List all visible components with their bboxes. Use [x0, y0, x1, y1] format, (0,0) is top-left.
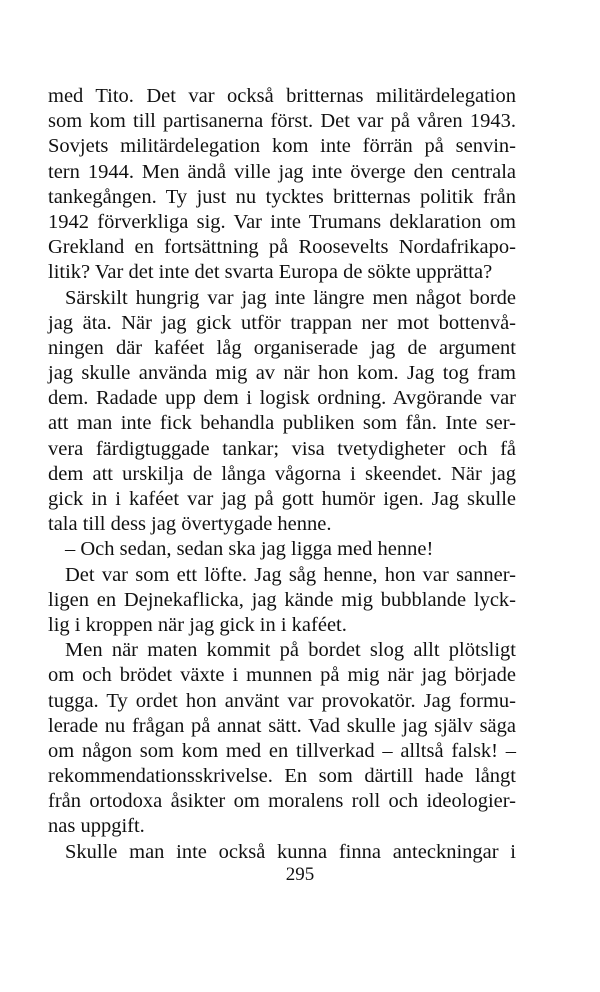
text-line: från ortodoxa åsikter om moralens roll och ideologier- [48, 790, 516, 813]
text-line: om och brödet växte i munnen på mig när jag började [48, 664, 516, 687]
text-line: 1942 förverkliga sig. Var inte Trumans deklaration om [48, 210, 516, 233]
text-line: Särskilt hungrig var jag inte längre men något borde [65, 286, 516, 309]
text-line: ligen en Dejnekaflicka, jag kände mig bubblande lyck- [48, 588, 516, 611]
text-line: – Och sedan, sedan ska jag ligga med henne! [65, 538, 434, 561]
text-line: Sovjets militärdelegation kom inte förrän på senvin- [48, 135, 516, 158]
text-line: tankegången. Ty just nu tycktes britternas politik från [48, 185, 516, 208]
body-text [48, 84, 516, 865]
text-line: lig i kroppen när jag gick in i kaféet. [48, 613, 347, 636]
text-line: dem att urskilja de långa vågorna i skeendet. När jag [48, 462, 516, 485]
text-line: Men när maten kommit på bordet slog allt plötsligt [65, 639, 516, 662]
text-line: gick in i kaféet var jag på gott humör igen. Jag skulle [48, 488, 516, 510]
text-line: jag skulle använda mig av när hon kom. Jag tog fram [48, 362, 516, 385]
text-line: dem. Radade upp dem i logisk ordning. Avgörande var [48, 387, 516, 410]
text-line: ningen där kaféet låg organiserade jag de argument [48, 336, 516, 359]
text-line: tern 1944. Men ändå ville jag inte överge den centrala [48, 160, 516, 183]
text-line: tugga. Ty ordet hon använt var provokatör. Jag formu- [48, 689, 516, 712]
text-line: litik? Var det inte det svarta Europa de sökte upprätta? [48, 261, 493, 284]
text-line: vera färdigtuggade tankar; visa tvetydigheter och få [48, 437, 516, 460]
text-line: lerade nu frågan på annat sätt. Vad skulle jag själv säga [48, 714, 516, 737]
text-line: att man inte fick behandla publiken som fån. Inte ser- [48, 412, 516, 435]
text-line: som kom till partisanerna först. Det var på våren 1943. [48, 110, 516, 133]
page-number: 295 [285, 864, 315, 885]
text-line: om någon som kom med en tillverkad – alltså falsk! – [48, 739, 516, 762]
text-line: nas uppgift. [48, 815, 145, 838]
text-line: jag äta. När jag gick utför trappan ner mot bottenvå- [48, 311, 516, 334]
text-line: Skulle man inte också kunna finna anteckningar i [65, 840, 516, 863]
text-line: Det var som ett löfte. Jag såg henne, hon var sanner- [65, 563, 516, 586]
text-line: Grekland en fortsättning på Roosevelts Nordafrikapo- [48, 236, 516, 259]
text-line: rekommendationsskrivelse. En som därtill hade långt [48, 765, 516, 788]
text-line: tala till dess jag övertygade henne. [48, 513, 332, 536]
text-line: med Tito. Det var också britternas militärdelegation [48, 85, 516, 107]
